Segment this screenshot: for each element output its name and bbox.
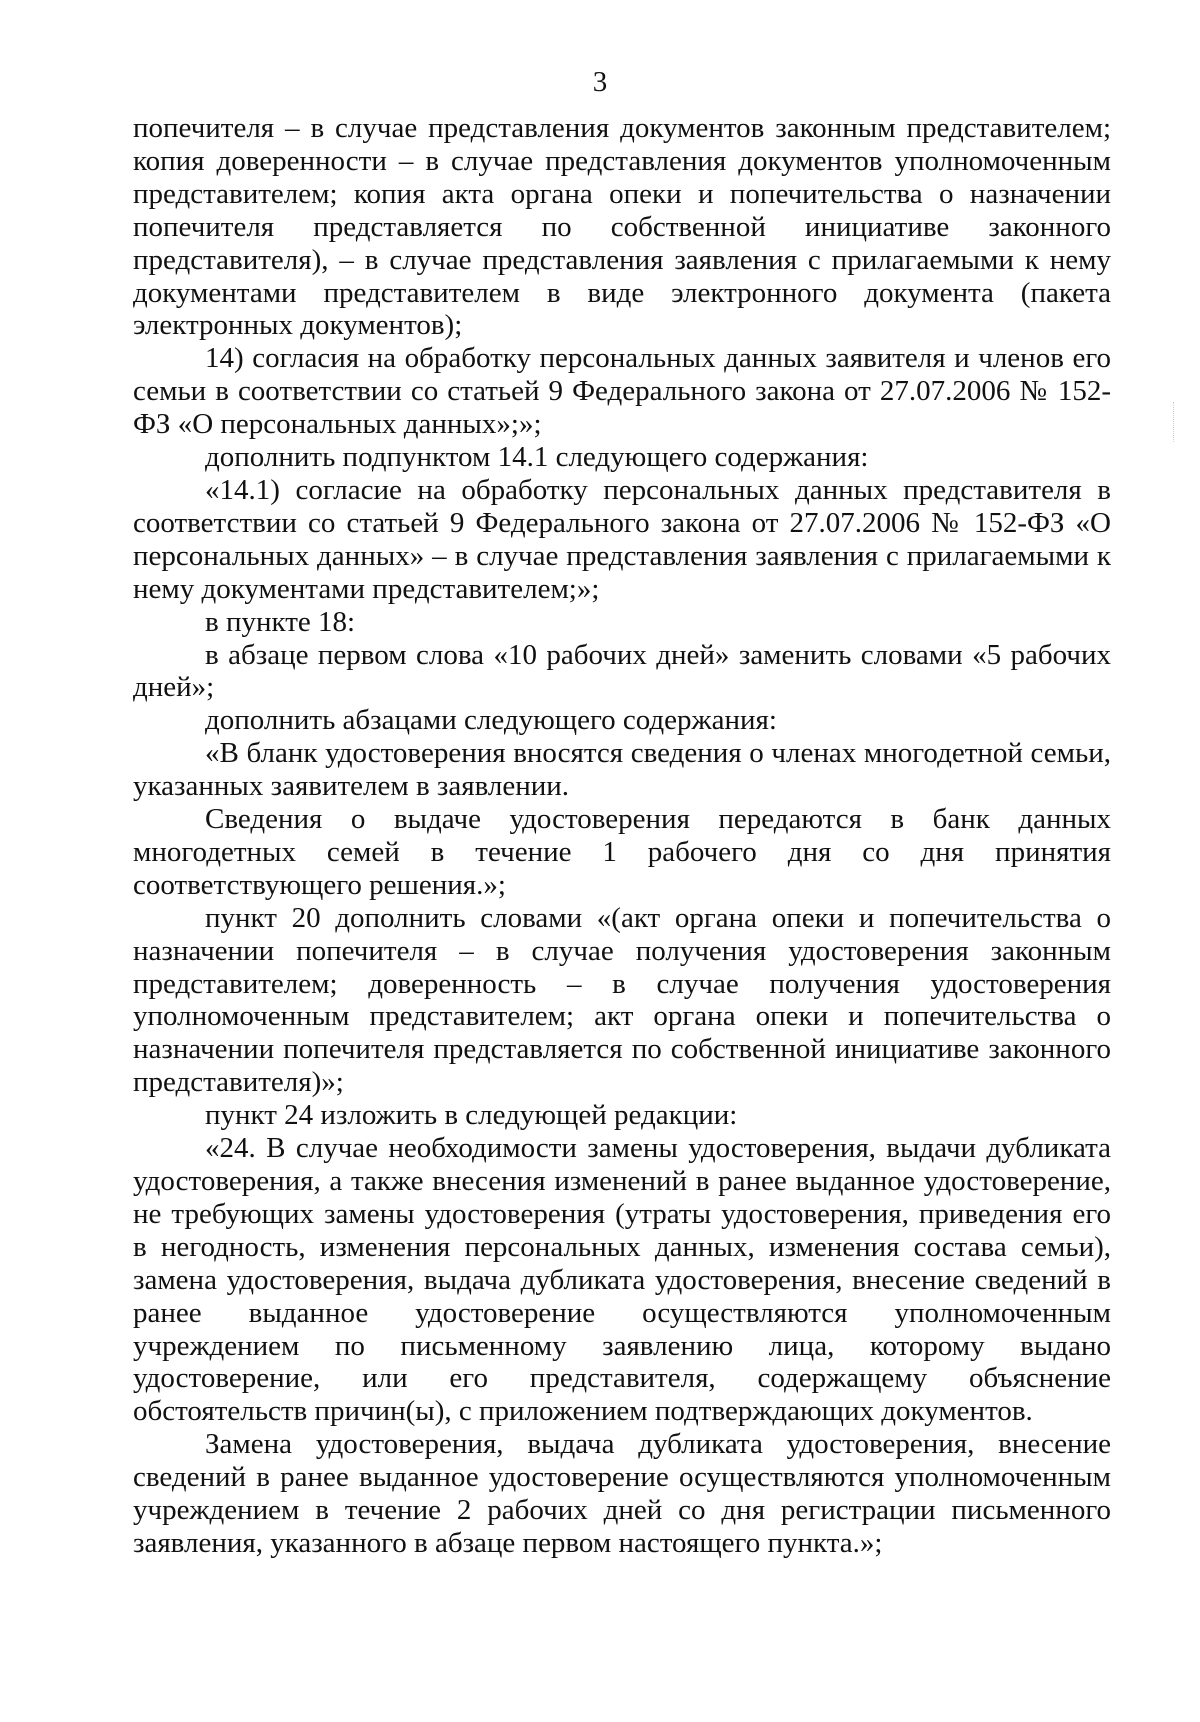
- paragraph-blank-info: «В бланк удостоверения вносятся сведения о членах многодетной семьи, указанных заявителем в заявлении.: [133, 737, 1111, 803]
- paragraph-add-subitem-14-1: дополнить подпунктом 14.1 следующего содержания:: [205, 441, 869, 474]
- paragraph-item-18-replace-days: в абзаце первом слова «10 рабочих дней» заменить словами «5 рабочих дней»;: [133, 638, 1111, 704]
- scan-artifact: [1173, 402, 1178, 442]
- paragraph-data-bank: Сведения о выдаче удостоверения передаются в банк данных многодетных семей в течение 1 рабочего дня со дня принятия соответствующего решения.»;: [133, 803, 1111, 901]
- paragraph-add-abzats: дополнить абзацами следующего содержания:: [205, 704, 777, 737]
- paragraph-item-20: пункт 20 дополнить словами «(акт органа опеки и попечительства о назначении попечителя – в случае получения удостоверения законным представителем; доверенность – в случае получения удостоверения уполномоченным представителем; акт органа опеки и попечительства о назначении попечителя представляется по собственной инициативе законного представителя)»;: [133, 901, 1111, 1099]
- paragraph-item-14: 14) согласия на обработку персональных данных заявителя и членов его семьи в соответствии со статьей 9 Федерального закона от 27.07.2006 № 152-ФЗ «О персональных данных»;»;: [133, 342, 1111, 441]
- paragraph-item-18-heading: в пункте 18:: [205, 605, 356, 638]
- document-body: [133, 112, 1111, 1560]
- paragraph-replacement-term: Замена удостоверения, выдача дубликата удостоверения, внесение сведений в ранее выданное удостоверение осуществляются уполномоченным учреждением в течение 2 рабочих дней со дня регистрации письменного заявления, указанного в абзаце первом настоящего пункта.»;: [133, 1428, 1111, 1559]
- paragraph-subitem-14-1: «14.1) согласие на обработку персональных данных представителя в соответствии со статьей 9 Федерального закона от 27.07.2006 № 152-ФЗ «О персональных данных» – в случае представления заявления с прилагаемыми к нему документами представителем;»;: [133, 473, 1111, 605]
- page-number: 3: [592, 66, 608, 98]
- paragraph-item-24-text: «24. В случае необходимости замены удостоверения, выдачи дубликата удостоверения, а также внесения изменений в ранее выданное удостоверение, не требующих замены удостоверения (утраты удостоверения, приведения его в негодность, изменения персональных данных, изменения состава семьи), замена удостоверения, выдача дубликата удостоверения, внесение сведений в ранее выданное удостоверение осуществляются уполномоченным учреждением по письменному заявлению лица, которому выдано удостоверение, или его представителя, содержащему объяснение обстоятельств причин(ы), с приложением подтверждающих документов.: [133, 1132, 1111, 1428]
- paragraph-representative-documents: попечителя – в случае представления документов законным представителем; копия доверенности – в случае представления документов уполномоченным представителем; копия акта органа опеки и попечительства о назначении попечителя представляется по собственной инициативе законного представителя), – в случае представления заявления с прилагаемыми к нему документами представителем в виде электронного документа (пакета электронных документов);: [133, 112, 1111, 342]
- paragraph-item-24-heading: пункт 24 изложить в следующей редакции:: [205, 1099, 738, 1132]
